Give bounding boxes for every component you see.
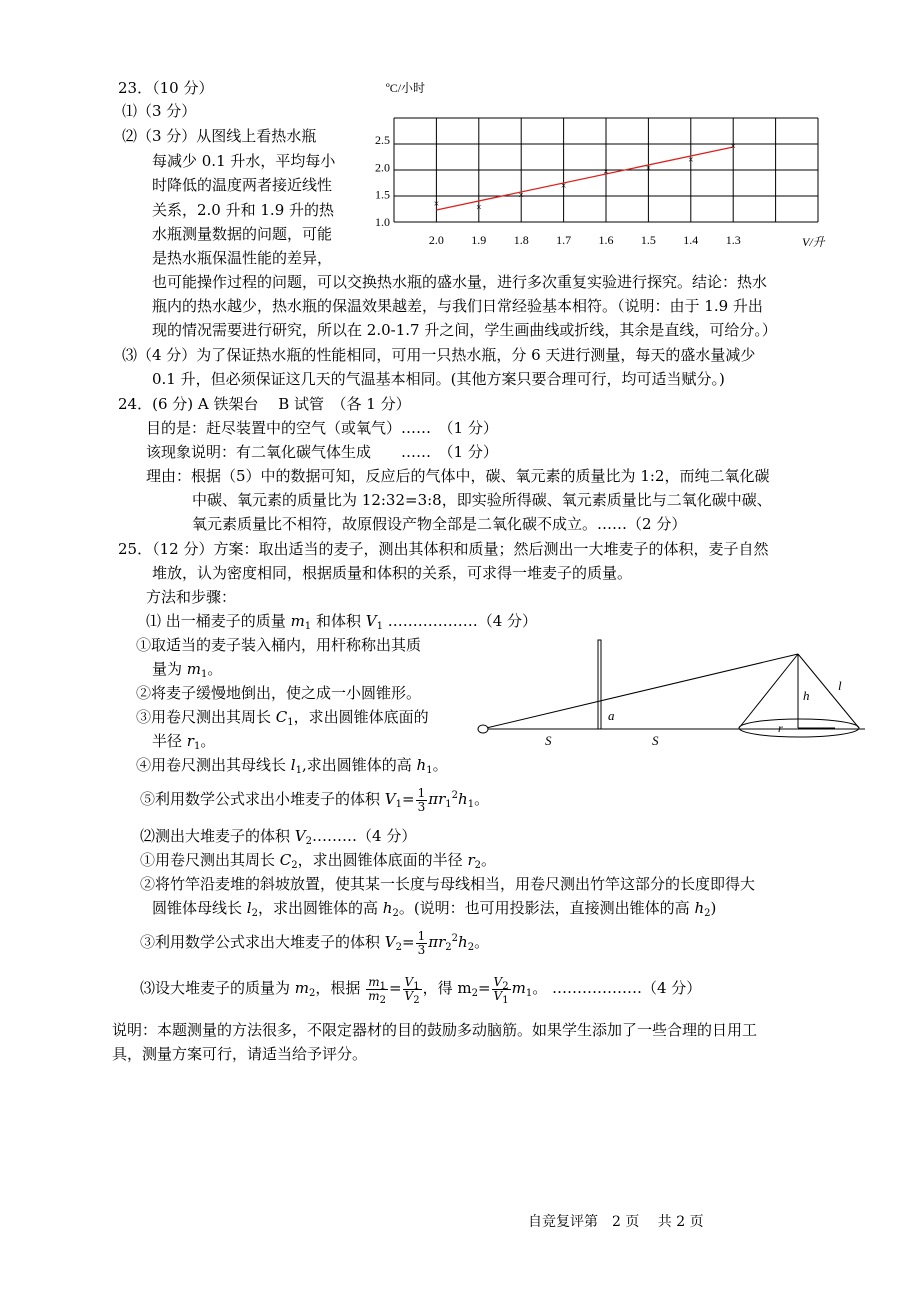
y-tick-label: 1.0 bbox=[375, 215, 390, 229]
chart-x-ticks bbox=[429, 233, 741, 247]
text: ，求出圆锥体的高 bbox=[257, 899, 378, 917]
cone-left-edge bbox=[739, 654, 798, 728]
text: 。(说明：也可用投影法，直接测出锥体的高 bbox=[398, 899, 690, 917]
x-tick-label: 1.3 bbox=[725, 233, 741, 247]
data-point: × bbox=[730, 141, 737, 153]
q25-step1: ⑴ 出一桶麦子的质量 $m_1$ 和体积 $V_1$ ………………（4 分） bbox=[146, 612, 538, 632]
q23-part1: ⑴（3 分） bbox=[122, 102, 197, 120]
text: ⑶设大堆麦子的质量为 bbox=[140, 979, 291, 997]
q23-heading: 23．（10 分） bbox=[118, 79, 214, 97]
text: ④用卷尺测出其母线长 bbox=[136, 756, 287, 774]
text-line: 也可能操作过程的问题，可以交换热水瓶的盛水量，进行多次重复实验进行探究。结论：热水 bbox=[152, 273, 768, 291]
text-line: ⑵（3 分）从图线上看热水瓶 bbox=[122, 127, 317, 145]
text-line: 水瓶测量数据的问题，可能 bbox=[152, 225, 333, 243]
q24-line: 中碳、氧元素的质量比为 12:32=3:8，即实验所得碳、氧元素质量比与二氧化碳中碳、 bbox=[192, 491, 772, 509]
x-tick-label: 1.8 bbox=[513, 233, 529, 247]
q25-step3: ⑶设大堆麦子的质量为 $m_2$，根据 $\frac{m_1}{m_2}$ = $\frac{V_1}{V_2}$ ，得 $m_2=$ $\frac{V_2}{V_1}$ $m_1$。 ………………（4 分） bbox=[140, 974, 702, 1006]
text: 量为 bbox=[152, 660, 183, 678]
x-tick-label: 2.0 bbox=[428, 233, 444, 247]
text: ①用卷尺测出其周长 bbox=[140, 851, 276, 869]
data-point: × bbox=[645, 163, 652, 175]
q25-step1d: ④用卷尺测出其母线长 $l_1$,求出圆锥体的高 $h_1$。 bbox=[136, 756, 448, 776]
text: ，求出圆锥体底面的半径 bbox=[297, 851, 463, 869]
q25-step1c: ③用卷尺测出其周长 $C_1$，求出圆锥体底面的 bbox=[136, 708, 429, 728]
q25-step2a: ①用卷尺测出其周长 $C_2$，求出圆锥体底面的半径 $r_2$。 bbox=[140, 851, 497, 871]
q25-step1b: ②将麦子缓慢地倒出，使之成一小圆锥形。 bbox=[136, 684, 422, 702]
cone-shadow-diagram bbox=[470, 630, 870, 750]
label-s2: S bbox=[652, 733, 659, 748]
q25-step1a-cont: 量为 $m_1$。 bbox=[152, 660, 223, 680]
q25-step1e: ⑤利用数学公式求出小堆麦子的体积 $V_1=$ $\frac{1}{3}$ $\pi r_1^2h_1$。 bbox=[140, 785, 490, 814]
text-line: 每减少 0.1 升水，平均每小 bbox=[152, 152, 336, 170]
q24-line: 目的是：赶尽装置中的空气（或氧气）…… （1 分） bbox=[146, 419, 498, 437]
data-point: × bbox=[475, 202, 482, 214]
text: ③利用数学公式求出大堆麦子的体积 bbox=[140, 933, 381, 951]
y-tick-label: 1.5 bbox=[375, 187, 390, 202]
text-line: 时降低的温度两者接近线性 bbox=[152, 176, 333, 194]
text-line: 是热水瓶保温性能的差异， bbox=[152, 249, 333, 267]
eye-icon bbox=[478, 725, 488, 733]
q25-line: 堆放，认为密度相同，根据质量和体积的关系，可求得一堆麦子的质量。 bbox=[152, 564, 633, 582]
chart-ylabel: ºC/小时 bbox=[386, 81, 426, 95]
text: ,求出圆锥体的高 bbox=[301, 756, 412, 774]
q25-step2b: ②将竹竿沿麦堆的斜坡放置，使其某一长度与母线相当，用卷尺测出竹竿这部分的长度即得大 bbox=[140, 875, 756, 893]
label-h: h bbox=[803, 688, 810, 703]
text: ………………（4 分） bbox=[547, 979, 702, 997]
x-tick-label: 1.4 bbox=[683, 233, 699, 247]
q25-step2: ⑵测出大堆麦子的体积 $V_2\dots\dots\dots(4$ 分） bbox=[140, 827, 417, 847]
data-point: × bbox=[433, 198, 440, 210]
data-point: × bbox=[518, 190, 525, 202]
text: ⑴ 出一桶麦子的质量 bbox=[146, 612, 286, 630]
q25-step1c-cont: 半径 $r_1$。 bbox=[152, 732, 216, 752]
text-line: ⑶（4 分）为了保证热水瓶的性能相同，可用一只热水瓶，分 6 天进行测量，每天的盛水量减少 bbox=[122, 346, 756, 364]
text-line: 0.1 升，但必须保证这几天的气温基本相同。(其他方案只要合理可行，均可适当赋分。) bbox=[152, 370, 725, 388]
q24-line: 该现象说明：有二氧化碳气体生成 …… （1 分） bbox=[146, 443, 498, 461]
text: 和体积 bbox=[315, 612, 361, 630]
q25-heading: 25．（12 分）方案：取出适当的麦子，测出其体积和质量；然后测出一大堆麦子的体积，麦子自然 bbox=[118, 540, 769, 558]
x-tick-label: 1.6 bbox=[598, 233, 614, 247]
text: ，得 m bbox=[422, 979, 472, 997]
text: 圆锥体母线长 bbox=[152, 899, 243, 917]
q24-line: 氧元素质量比不相符，故原假设产物全部是二氧化碳不成立。……（2 分） bbox=[192, 515, 687, 533]
q25-line: 方法和步骤： bbox=[146, 588, 237, 606]
text: ………………（4 分） bbox=[382, 612, 538, 630]
q24-line: 理由：根据（5）中的数据可知，反应后的气体中，碳、氧元素的质量比为 1:2，而纯二氧化碳 bbox=[146, 467, 770, 485]
data-point: × bbox=[603, 167, 609, 179]
chart-xlabel: V/升 bbox=[802, 235, 825, 249]
q25-step1a: ①取适当的麦子装入桶内，用杆称称出其质 bbox=[136, 636, 422, 654]
text-line: 瓶内的热水越少，热水瓶的保温效果越差，与我们日常经验基本相符。（说明：由于 1.9 升出 bbox=[152, 297, 763, 315]
x-tick-label: 1.7 bbox=[556, 233, 572, 247]
label-l: l bbox=[838, 678, 842, 693]
temperature-volume-chart bbox=[370, 76, 850, 256]
y-tick-label: 2.5 bbox=[375, 132, 390, 147]
data-point: × bbox=[687, 155, 694, 167]
text-line: 关系，2.0 升和 1.9 升的热 bbox=[152, 201, 335, 219]
label-r: r bbox=[778, 721, 783, 735]
sight-line bbox=[482, 654, 798, 729]
label-a: a bbox=[608, 708, 615, 723]
page-footer: 自竞复评第 2 页 共 2 页 bbox=[528, 1214, 704, 1230]
text-line: 现的情况需要进行研究，所以在 2.0-1.7 升之间，学生画曲线或折线，其余是直线，可给分。） bbox=[152, 321, 777, 339]
text: ………（4 分） bbox=[312, 827, 417, 845]
text: ③用卷尺测出其周长 bbox=[136, 708, 272, 726]
text: ，根据 bbox=[315, 979, 361, 997]
y-tick-label: 2.0 bbox=[375, 160, 390, 175]
text: ⑵测出大堆麦子的体积 bbox=[140, 827, 291, 845]
chart-y-ticks bbox=[375, 133, 390, 229]
x-tick-label: 1.5 bbox=[640, 233, 656, 247]
data-point: × bbox=[560, 180, 567, 192]
text: ，求出圆锥体底面的 bbox=[293, 708, 429, 726]
q25-step2b-cont: 圆锥体母线长 $l_2$，求出圆锥体的高 $h_2$。(说明：也可用投影法，直接测出锥体的高 $h_2$) bbox=[152, 899, 717, 919]
q24-heading: 24．(6 分) A 铁架台 B 试管 （各 1 分） bbox=[118, 395, 411, 413]
label-s1: S bbox=[545, 733, 552, 748]
q25-step2c: ③利用数学公式求出大堆麦子的体积 $V_2=$ $\frac{1}{3}$ $\pi r_2^2h_2$。 bbox=[140, 928, 490, 957]
text: 半径 bbox=[152, 732, 183, 750]
q25-note: 具，测量方案可行，请适当给予评分。 bbox=[112, 1045, 368, 1063]
q25-note: 说明：本题测量的方法很多，不限定器材的目的鼓励多动脑筋。如果学生添加了一些合理的日用工 bbox=[112, 1021, 758, 1039]
x-tick-label: 1.9 bbox=[471, 233, 487, 247]
pole bbox=[598, 640, 601, 729]
text: ⑤利用数学公式求出小堆麦子的体积 bbox=[140, 790, 381, 808]
